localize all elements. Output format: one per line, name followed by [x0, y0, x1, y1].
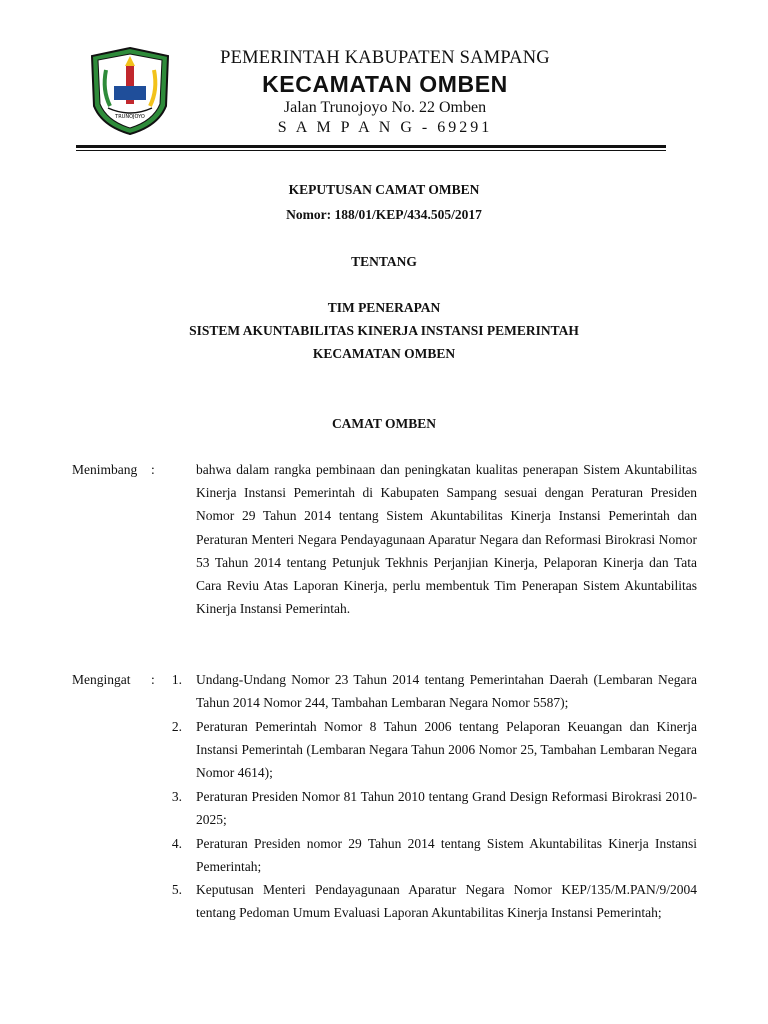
letterhead-divider-thin — [76, 150, 666, 151]
regency-emblem-logo — [88, 46, 172, 136]
mengingat-item-text: Keputusan Menteri Pendayagunaan Aparatur Negara Nomor KEP/135/M.PAN/9/2004 tentang Pedoman Umum Evaluasi Laporan Akuntabilitas Kinerja Instansi Pemerintah; — [196, 882, 697, 921]
mengingat-item-text: Peraturan Presiden Nomor 81 Tahun 2010 tentang Grand Design Reformasi Birokrasi 2010-2025; — [196, 789, 697, 828]
mengingat-item-number: 3. — [171, 789, 182, 804]
decree-about: TENTANG — [351, 254, 417, 269]
mengingat-item-number: 4. — [171, 836, 182, 851]
office-address: Jalan Trunojoyo No. 22 Omben — [283, 99, 487, 116]
letterhead — [190, 46, 580, 138]
mengingat-item-number: 5. — [171, 882, 182, 897]
mengingat-item-text: Peraturan Pemerintah Nomor 8 Tahun 2006 tentang Pelaporan Keuangan dan Kinerja Instansi Pemerintah (Lembaran Negara Tahun 2006 Nomor 25, Tambahan Lembaran Negara Nomor 4614); — [196, 719, 697, 781]
menimbang-colon: : — [151, 462, 155, 477]
mengingat-label: Mengingat — [72, 672, 131, 687]
office-name: KECAMATAN OMBEN — [262, 71, 508, 97]
decree-subject-line-1: TIM PENERAPAN — [327, 300, 441, 315]
letterhead-divider-thick — [76, 145, 666, 148]
menimbang-text: bahwa dalam rangka pembinaan dan peningkatan kualitas penerapan Sistem Akuntabilitas Kinerja Instansi Pemerintah di Kabupaten Sampang sesuai dengan Peraturan Presiden Nomor 29 Tahun 2014 tentang Sistem Akuntabilitas Kinerja Instansi Pemerintah dan Peraturan Menteri Negara Pendayagunaan Aparatur Negara dan Reformasi Birokrasi Nomor 53 Tahun 2014 tentang Petunjuk Tekhnis Perjanjian Kinerja, Pelaporan Kinerja dan Tata Cara Reviu Atas Laporan Kinerja, perlu membentuk Tim Penerapan Sistem Akuntabilitas Kinerja Instansi Pemerintah. — [196, 462, 697, 617]
mengingat-item-number: 2. — [171, 719, 182, 734]
office-city: S A M P A N G - 69291 — [277, 119, 493, 136]
decree-subject-line-3: KECAMATAN OMBEN — [312, 346, 456, 361]
mengingat-item-text: Peraturan Presiden nomor 29 Tahun 2014 tentang Sistem Akuntabilitas Kinerja Instansi Pemerintah; — [196, 836, 697, 875]
decree-subject-line-2: SISTEM AKUNTABILITAS KINERJA INSTANSI PEMERINTAH — [189, 323, 579, 338]
menimbang-label: Menimbang — [72, 462, 138, 477]
mengingat-item-number: 1. — [171, 672, 182, 687]
decree-title: KEPUTUSAN CAMAT OMBEN — [288, 182, 480, 197]
decree-authority: CAMAT OMBEN — [331, 416, 437, 431]
decree-number: Nomor: 188/01/KEP/434.505/2017 — [286, 207, 482, 222]
government-name: PEMERINTAH KABUPATEN SAMPANG — [220, 48, 550, 68]
mengingat-item-text: Undang-Undang Nomor 23 Tahun 2014 tentang Pemerintahan Daerah (Lembaran Negara Tahun 2014 Nomor 244, Tambahan Lembaran Negara Nomor 5587); — [196, 672, 697, 711]
svg-text:TRUNOJOYO: TRUNOJOYO — [115, 114, 145, 120]
mengingat-colon: : — [151, 672, 155, 687]
